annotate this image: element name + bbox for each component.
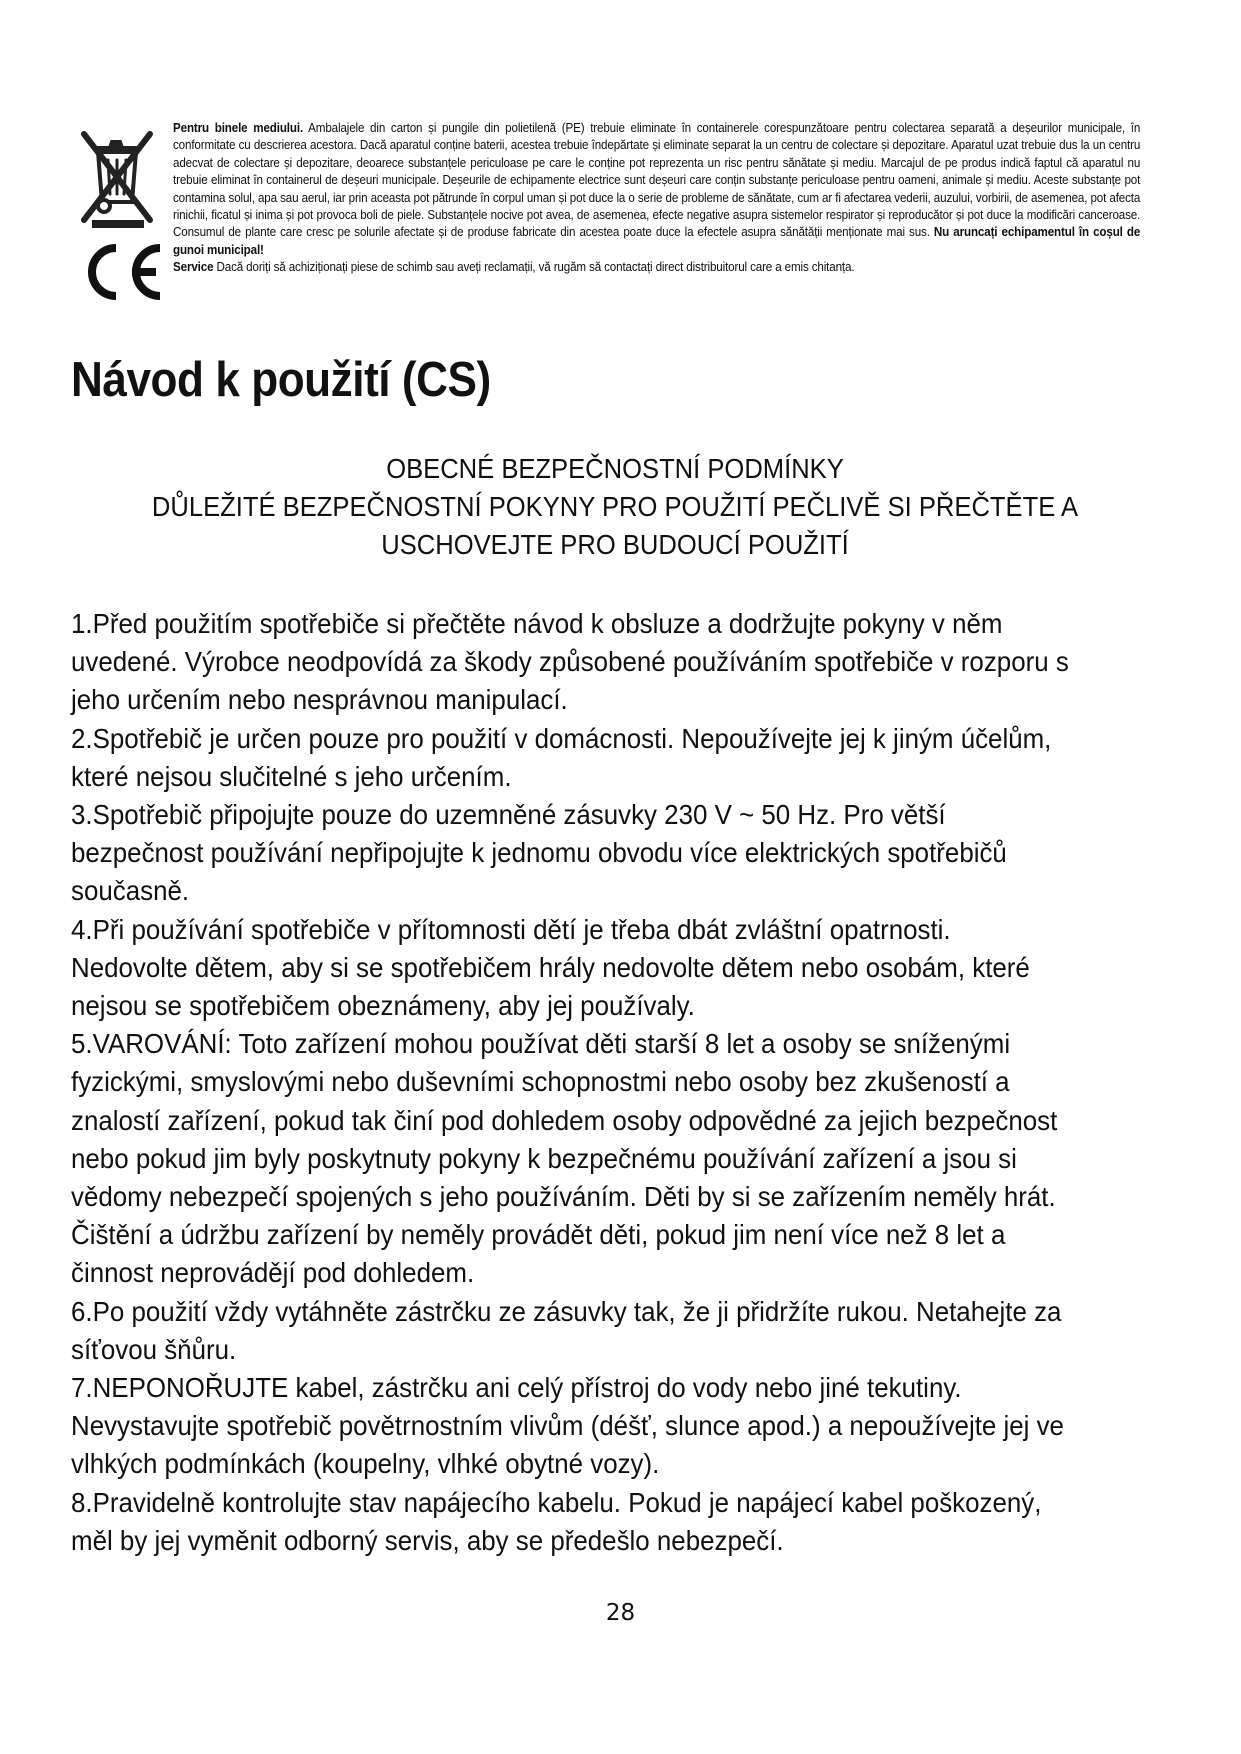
instruction-item: 7.NEPONOŘUJTE kabel, zástrčku ani celý přístroj do vody nebo jiné tekutiny. Nevystavujte spotřebič povětrnostním vlivům (déšť, slunce apod.) a nepoužívejte jej ve vlhkých podmínkách (koupelny, vlhké obytné vozy).: [71, 1372, 1064, 1480]
safety-heading: [99, 450, 1131, 564]
heading-line-1: OBECNÉ BEZPEČNOSTNÍ PODMÍNKY: [386, 453, 844, 484]
heading-line-3: USCHOVEJTE PRO BUDOUCÍ POUŽITÍ: [381, 529, 849, 560]
notice-warning: Nu aruncați echipamentul în coșul de gunoi municipal!: [173, 225, 1141, 257]
service-text: Dacă doriți să achiziționați piese de schimb sau aveți reclamații, vă rugăm să contactați direct distribuitorul care a emis chitanța.: [216, 260, 855, 275]
notice-text: [173, 120, 1140, 277]
instructions-list: [71, 605, 1070, 1560]
crossed-out-wheelie-bin-icon: [78, 124, 156, 228]
notice-body: Ambalajele din carton și pungile din polietilenă (PE) trebuie eliminate în containerele corespunzătoare pentru colectarea separată a deșeurilor municipale, în conformitate cu descrierea acestora. Dacă aparatul conține baterii, acestea trebuie îndepărtate și eliminate separat la un centru de colectare și depozitare. Aparatul uzat trebuie dus la un centru adecvat de colectare și depozitare, deoarece substanțele periculoase pe care le conține pot reprezenta un risc pentru sănătate și mediu. Marcajul de pe produs indică faptul că aparatul nu trebuie eliminat în containerul de deșeuri municipale. Deșeurile de echipamente electrice sunt deșeuri care conțin substanțe periculoase pentru oameni, animale și mediu. Aceste substanțe pot contamina solul, apa sau aerul, iar prin aceasta pot pătrunde în corpul uman și pot duce la o serie de probleme de sănătate, cum ar fi afectarea vederii, auzului, vorbirii, de asemenea, pot afecta rinichii, ficatul și inima și pot provoca boli de piele. Substanțele nocive pot avea, de asemenea, efecte negative asupra sistemelor respirator și reproducător și pot duce la modificări canceroase. Consumul de plante care cresc pe solurile afectate și de produse fabricate din acestea poate duce la efectele asupra sănătății menționate mai sus.: [173, 121, 1141, 240]
page-title: Návod k použití (CS): [71, 353, 491, 407]
ce-mark-icon: [78, 240, 168, 304]
notice-lead: Pentru binele mediului.: [173, 121, 304, 135]
page-number: 28: [605, 1600, 636, 1626]
instruction-item: 1.Před použitím spotřebiče si přečtěte návod k obsluze a dodržujte pokyny v něm uvedené. Výrobce neodpovídá za škody způsobené používáním spotřebiče v rozporu s jeho určením nebo nesprávnou manipulací.: [71, 608, 1069, 716]
instruction-item: 3.Spotřebič připojujte pouze do uzemněné zásuvky 230 V ~ 50 Hz. Pro větší bezpečnost používání nepřipojujte k jednomu obvodu více elektrických spotřebičů současně.: [71, 799, 1007, 907]
service-lead: Service: [173, 260, 214, 275]
heading-line-2: DŮLEŽITÉ BEZPEČNOSTNÍ POKYNY PRO POUŽITÍ PEČLIVĚ SI PŘEČTĚTE A: [151, 491, 1079, 522]
instruction-item: 2.Spotřebič je určen pouze pro použití v domácnosti. Nepoužívejte jej k jiným účelům, které nejsou slučitelné s jeho určením.: [71, 722, 1052, 792]
instruction-item: 4.Při používání spotřebiče v přítomnosti dětí je třeba dbát zvláštní opatrnosti. Nedovolte dětem, aby si se spotřebičem hrály nedovolte dětem nebo osobám, které nejsou se spotřebičem obeznámeny, aby jej používaly.: [71, 913, 1030, 1022]
instruction-item: 6.Po použití vždy vytáhněte zástrčku ze zásuvky tak, že ji přidržíte rukou. Netahejte za síťovou šňůru.: [71, 1295, 1062, 1365]
instruction-item: 8.Pravidelně kontrolujte stav napájecího kabelu. Pokud je napájecí kabel poškozený, měl by jej vyměnit odborný servis, aby se předešlo nebezpečí.: [71, 1486, 1042, 1556]
instruction-item: 5.VAROVÁNÍ: Toto zařízení mohou používat děti starší 8 let a osoby se sníženými fyzickými, smyslovými nebo duševními schopnostmi nebo osoby bez zkušeností a znalostí zařízení, pokud tak činí pod dohledem osoby odpovědné za jejich bezpečnost nebo pokud jim byly poskytnuty pokyny k bezpečnému používání zařízení a jsou si vědomy nebezpečí spojených s jeho používáním. Děti by si se zařízením neměly hrát. Čištění a údržbu zařízení by neměly provádět děti, pokud jim není více než 8 let a činnost neprovádějí pod dohledem.: [71, 1028, 1058, 1289]
